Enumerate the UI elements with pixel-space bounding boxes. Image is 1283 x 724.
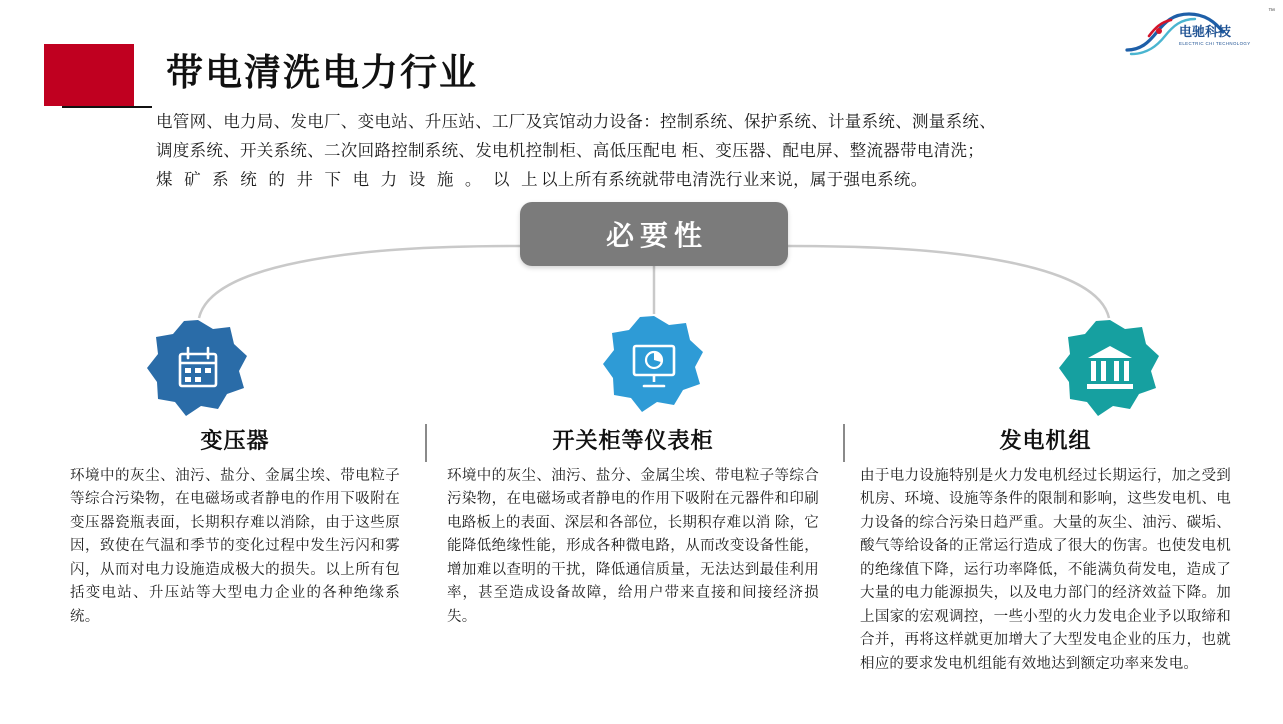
node-transformer: [146, 318, 250, 422]
intro-line-3: [156, 166, 1231, 195]
node-generator: [1058, 318, 1162, 422]
intro-line-3-rest: 以上所有系统就带电清洗行业来说，属于强电系统。: [541, 170, 928, 189]
column-generator: [858, 424, 1233, 676]
title-underline: [62, 106, 152, 108]
column-title-switchgear: 开关柜等仪表柜: [552, 428, 714, 453]
center-necessity-label: 必要性: [605, 220, 708, 251]
node-switchgear: [602, 314, 706, 418]
intro-line-1: 电管网、电力局、发电厂、变电站、升压站、工厂及宾馆动力设备：控制系统、保护系统、计量系统、测量系统、: [156, 113, 996, 131]
title-accent-square: [44, 44, 134, 106]
page-title: 带电清洗电力行业: [166, 52, 478, 93]
column-body-transformer: 环境中的灰尘、油污、盐分、金属尘埃、带电粒子等综合污染物，在电磁场或者静电的作用下吸附在变压器瓷瓶表面，长期积存难以消除，由于这些原因，致使在气温和季节的变化过程中发生污闪和雾闪，从而对电力设施造成极大的损失。以上所有包括变电站、升压站等大型电力企业的各种绝缘系统。: [70, 468, 400, 625]
logo-trademark: ™: [1268, 8, 1275, 15]
intro-paragraph: [156, 108, 1231, 195]
intro-line-2: 调度系统、开关系统、二次回路控制系统、发电机控制柜、高低压配电 柜、变压器、配电屏、整流器带电清洗；: [156, 141, 985, 160]
column-transformer: [60, 424, 410, 629]
column-divider-1: [425, 424, 427, 462]
column-body-switchgear: 环境中的灰尘、油污、盐分、金属尘埃、带电粒子等综合污染物，在电磁场或者静电的作用下吸附在元器件和印刷电路板上的表面、深层和各部位，长期积存难以消 除，它能降低绝缘性能，形成各种微电路，从而改变设备性能，增加难以查明的干扰，降低通信质量，无法达到最佳利用率，甚至造成设备故障，给用户带来直接和间接经济损失。: [447, 468, 819, 625]
bank-building-icon: [1058, 318, 1162, 422]
presentation-chart-icon: [602, 314, 706, 418]
column-body-generator: 由于电力设施特别是火力发电机经过长期运行，加之受到机房、环境、设施等条件的限制和影响，这些发电机、电力设备的综合污染日趋严重。大量的灰尘、油污、碳垢、 酸气等给设备的正常运行造成了很大的伤害。也使发电机的绝缘值下降，运行功率降低，不能满负荷发电，造成了大量的电力能源损失，以及电力部门的经济效益下降。加上国家的宏观调控，一些小型的火力发电企业予以取缔和合并，再将这样就更加增大了大型发电企业的压力，也就相应的要求发电机组能有效地达到额定功率来发电。: [860, 468, 1231, 672]
column-title-generator: 发电机组: [999, 428, 1092, 453]
intro-line-3-spaced: 煤 矿 系 统 的 井 下 电 力 设 施 。 以 上: [156, 170, 542, 189]
column-title-transformer: 变压器: [200, 428, 270, 453]
center-necessity-box: [520, 202, 788, 266]
svg-text:电驰科技: 电驰科技: [1179, 24, 1232, 39]
svg-text:ELECTRIC CHI TECHNOLOGY: ELECTRIC CHI TECHNOLOGY: [1179, 41, 1251, 46]
column-divider-2: [843, 424, 845, 462]
company-logo: [1119, 6, 1275, 60]
logo-swoosh-icon: [1119, 6, 1269, 60]
calendar-icon: [146, 318, 250, 422]
column-switchgear: [443, 424, 823, 629]
